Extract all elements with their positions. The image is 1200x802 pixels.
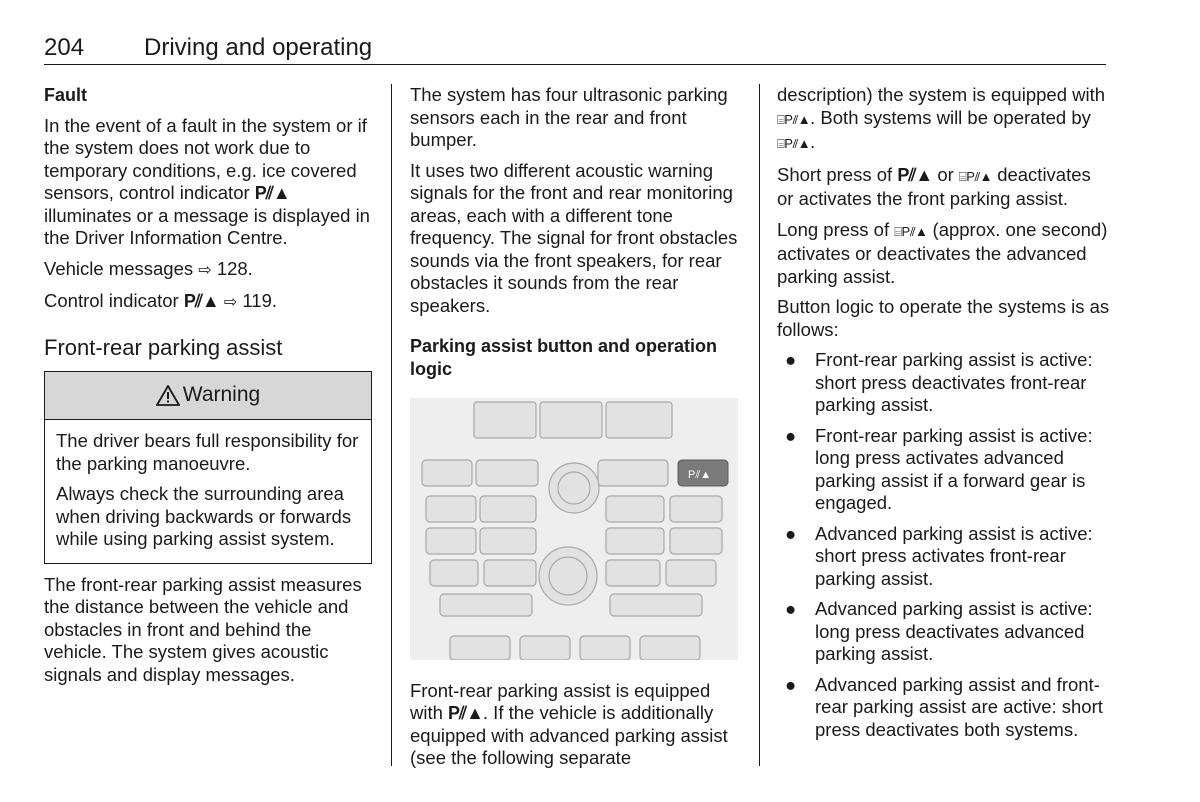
column-middle [410, 84, 745, 778]
center-console-figure [410, 398, 738, 660]
warning-header [45, 372, 371, 420]
list-item: ● Advanced parking assist and front-rear parking assist are active: short press deactivates both systems. [785, 673, 1103, 740]
page-reference-arrow-icon: ⇨ [198, 261, 212, 279]
fault-paragraph: In the event of a fault in the system or if the system does not work due to temporary conditions, e.g. ice covered sensors, control indicator P⫽▲ illuminates or a message is displayed in the Driver Information Centre. [44, 114, 370, 248]
body-paragraph: The front-rear parking assist measures the distance between the vehicle and obstacles in front and behind the vehicle. The system gives acoustic signals and display messages. [44, 573, 362, 685]
warning-paragraph: The driver bears full responsibility for the parking manoeuvre. [56, 430, 359, 474]
list-item: ● Advanced parking assist is active: long press deactivates advanced parking assist. [785, 598, 1093, 664]
list-item: ● Advanced parking assist is active: short press activates front-rear parking assist. [785, 522, 1093, 589]
parking-assist-indicator-icon: P⫽▲ [254, 183, 290, 203]
chapter-title: Driving and operating [144, 34, 373, 61]
body-paragraph: Front-rear parking assist is equipped with P⫽▲. If the vehicle is additionally equipped with advanced parking assist (see the following separate [410, 679, 728, 768]
body-paragraph: It uses two different acoustic warning signals for the front and rear monitoring areas, each with a different tone frequency. The signal for front obstacles sounds via the front speakers, for rear obstacles it sounds from the rear speakers. [410, 159, 738, 316]
column-left [44, 84, 374, 694]
bullet-icon: ● [785, 424, 797, 446]
page-reference-arrow-icon: ⇨ [223, 294, 238, 311]
advanced-parking-assist-icon: ⌸P⫽▲ [777, 136, 811, 151]
warning-title: Warning [182, 383, 261, 407]
section-title: Front-rear parking assist [44, 334, 283, 360]
parking-assist-indicator-icon: P⫽▲ [448, 703, 483, 723]
bullet-icon: ● [785, 349, 797, 370]
body-paragraph: Short press of P⫽▲ or ⌸P⫽▲ deactivates or activates the front parking assist. [777, 163, 1091, 209]
control-indicator-ref: Control indicator P⫽▲ ⇨ 119. [44, 290, 278, 311]
column-divider [759, 84, 760, 766]
column-right [777, 84, 1112, 749]
page-header [44, 34, 1106, 65]
page-link[interactable]: 128. [216, 257, 253, 279]
subheading: Parking assist button and operation logic [410, 336, 718, 379]
parking-assist-button-label: P⫽▲ [688, 469, 712, 481]
body-paragraph: The system has four ultrasonic parking sensors each in the rear and front bumper. [410, 84, 728, 150]
advanced-parking-assist-icon: ⌸P⫽▲ [777, 111, 811, 127]
page-link[interactable]: 119. [242, 290, 278, 311]
fault-heading: Fault [44, 85, 87, 105]
page-number: 204 [44, 34, 85, 61]
column-divider [391, 84, 392, 766]
warning-triangle-icon [156, 385, 180, 406]
warning-paragraph: Always check the surrounding area when driving backwards or forwards while using parking assist system. [56, 483, 352, 549]
bullet-icon: ● [785, 673, 797, 695]
bullet-icon: ● [785, 522, 797, 544]
body-paragraph: description) the system is equipped with ⌸P⫽▲. Both systems will be operated by ⌸P⫽▲. [777, 84, 1106, 152]
advanced-parking-assist-icon: ⌸P⫽▲ [894, 223, 928, 239]
body-paragraph: Long press of ⌸P⫽▲ (approx. one second) activates or deactivates the advanced parking assist. [777, 218, 1108, 287]
parking-assist-indicator-icon: P⫽▲ [183, 291, 219, 311]
list-item: ● Front-rear parking assist is active: long press activates advanced parking assist if a forward gear is engaged. [785, 424, 1093, 513]
warning-box [44, 371, 372, 564]
bullet-icon: ● [785, 598, 797, 619]
parking-assist-indicator-icon: P⫽▲ [897, 164, 933, 185]
list-item: ● Front-rear parking assist is active: short press deactivates front-rear parking assist. [785, 349, 1093, 415]
body-paragraph: Button logic to operate the systems is as follows: [777, 296, 1110, 340]
advanced-parking-assist-icon: ⌸P⫽▲ [958, 168, 993, 184]
vehicle-messages-ref: Vehicle messages ⇨ 128. [44, 257, 253, 279]
warning-body [45, 420, 371, 563]
button-logic-list [777, 349, 1112, 741]
